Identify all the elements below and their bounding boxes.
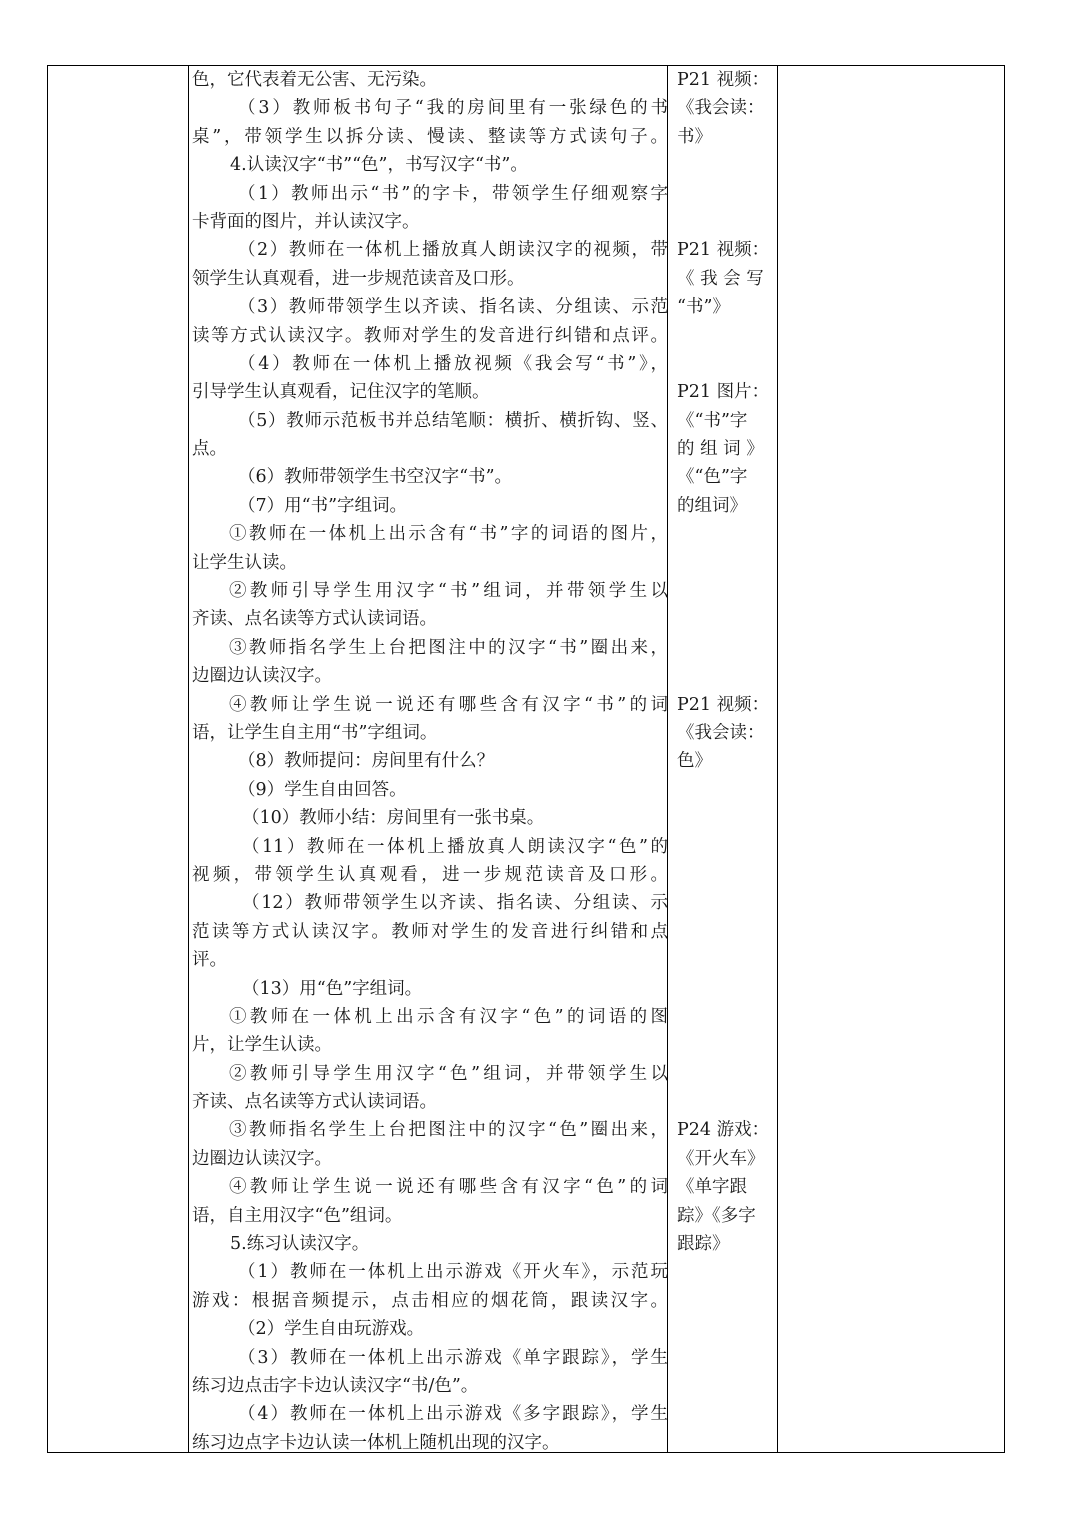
teaching-process-column xyxy=(192,66,668,1457)
resource-line xyxy=(677,833,769,861)
resource-line xyxy=(677,975,769,1003)
process-line: 评。 xyxy=(192,950,227,971)
process-line: 色，它代表着无公害、无污染。 xyxy=(192,70,437,90)
resource-line xyxy=(677,577,769,605)
process-line: ④教师让学生说一说还有哪些含有汉字“书”的词 xyxy=(229,694,668,715)
process-line: 领学生认真观看，进一步规范读音及口形。 xyxy=(192,268,525,289)
resource-line xyxy=(677,918,769,946)
process-line: 范读等方式认读汉字。教师对学生的发音进行纠错和点 xyxy=(192,921,668,942)
resource-line: P21 视频： xyxy=(677,70,770,90)
process-line: 读等方式认读汉字。教师对学生的发音进行纠错和点评。 xyxy=(192,325,668,346)
process-line: （7）用“书”字组词。 xyxy=(238,495,408,516)
process-line: （5）教师示范板书并总结笔顺：横折、横折钩、竖、 xyxy=(238,410,668,431)
process-line: （3）教师在一体机上出示游戏《单字跟踪》，学生 xyxy=(238,1347,668,1368)
process-line: 4.认读汉字“书”“色”，书写汉字“书”。 xyxy=(230,155,528,176)
process-line: ②教师引导学生用汉字“书”组词，并带领学生以 xyxy=(229,581,668,602)
process-line: 桌”，带领学生以拆分读、慢读、整读等方式读句子。 xyxy=(192,126,668,147)
resource-line: 跟踪》 xyxy=(677,1234,730,1255)
process-line: ②教师引导学生用汉字“色”组词，并带领学生以 xyxy=(229,1063,668,1084)
process-line: 练习边点击字卡边认读汉字“书/色”。 xyxy=(192,1375,479,1396)
process-line: （4）教师在一体机上播放视频《我会写“书”》， xyxy=(238,353,668,374)
resource-line: 《开火车》 xyxy=(677,1148,765,1169)
resource-line: 《我会读： xyxy=(677,722,765,743)
process-line: ③教师指名学生上台把图注中的汉字“色”圈出来， xyxy=(229,1120,668,1141)
resource-line xyxy=(677,662,769,690)
resource-line xyxy=(677,151,769,179)
resource-line xyxy=(677,634,769,662)
process-line: 齐读、点名读等方式认读词语。 xyxy=(192,1092,437,1113)
process-line: （11）教师在一体机上播放真人朗读汉字“色”的 xyxy=(242,836,668,857)
resource-line: P21 视频： xyxy=(677,694,770,715)
process-line: 游戏：根据音频提示，点击相应的烟花筒，跟读汉字。 xyxy=(192,1290,668,1311)
resource-line xyxy=(677,1088,769,1116)
resource-line: 《单字跟 xyxy=(677,1177,747,1198)
resource-line xyxy=(677,889,769,917)
process-line: 卡背面的图片，并认读汉字。 xyxy=(192,211,420,232)
process-line: 5.练习认读汉字。 xyxy=(230,1234,370,1255)
resource-line xyxy=(677,605,769,633)
resource-line xyxy=(677,520,769,548)
resource-line xyxy=(677,861,769,889)
resource-line: P21 视频： xyxy=(677,240,770,261)
resource-line xyxy=(677,776,769,804)
process-line: （10）教师小结：房间里有一张书桌。 xyxy=(242,808,545,829)
resource-line xyxy=(677,322,769,350)
process-line: ①教师在一体机上出示含有“书”字的词语的图片， xyxy=(229,524,668,545)
process-line: （8）教师提问：房间里有什么？ xyxy=(238,751,495,772)
resource-line: “书”》 xyxy=(677,297,730,318)
process-line: 练习边点字卡边认读一体机上随机出现的汉字。 xyxy=(192,1432,560,1453)
process-line: （1）教师出示“书”的字卡，带领学生仔细观察字 xyxy=(238,183,668,204)
process-line: 齐读、点名读等方式认读词语。 xyxy=(192,609,437,630)
resource-line: P24 游戏： xyxy=(677,1120,770,1141)
resource-line: 《 我 会 写 xyxy=(677,268,764,289)
process-line: 语，让学生自主用“书”字组词。 xyxy=(192,722,438,743)
process-line: 语，自主用汉字“色”组词。 xyxy=(192,1205,403,1226)
resource-line: 《“色”字 xyxy=(677,467,748,488)
process-line: 让学生认读。 xyxy=(192,552,297,573)
resource-line: 《我会读： xyxy=(677,98,765,119)
process-line: 视频，带领学生认真观看，进一步规范读音及口形。 xyxy=(192,864,668,885)
resource-line xyxy=(677,1003,769,1031)
resource-line: 书》 xyxy=(677,126,712,147)
resource-line: P21 图片： xyxy=(677,382,770,403)
process-line: 片，让学生认读。 xyxy=(192,1035,332,1056)
process-line: ①教师在一体机上出示含有汉字“色”的词语的图 xyxy=(229,1006,668,1027)
resource-line xyxy=(677,350,769,378)
resource-line xyxy=(677,549,769,577)
process-line: 点。 xyxy=(192,439,227,460)
process-line: （2）学生自由玩游戏。 xyxy=(238,1319,425,1340)
process-line: （12）教师带领学生以齐读、指名读、分组读、示 xyxy=(242,893,668,914)
resource-line xyxy=(677,208,769,236)
resource-line xyxy=(677,804,769,832)
resource-line xyxy=(677,1060,769,1088)
resource-line: 的 组 词 》 xyxy=(677,439,764,460)
resource-line: 《“书”字 xyxy=(677,410,748,431)
resource-line: 的组词》 xyxy=(677,495,747,516)
resource-line xyxy=(677,1031,769,1059)
process-line: （4）教师在一体机上出示游戏《多字跟踪》，学生 xyxy=(238,1404,668,1425)
resource-line xyxy=(677,180,769,208)
process-line: （3）教师带领学生以齐读、指名读、分组读、示范 xyxy=(238,297,668,318)
lesson-table xyxy=(47,65,1005,1453)
resources-column xyxy=(677,66,769,1258)
resource-line: 色》 xyxy=(677,751,712,772)
resource-line: 踪》《多字 xyxy=(677,1205,756,1226)
process-line: 边圈边认读汉字。 xyxy=(192,666,332,687)
process-line: （13）用“色”字组词。 xyxy=(242,978,423,999)
process-line: 引导学生认真观看，记住汉字的笔顺。 xyxy=(192,382,490,403)
column-divider-3 xyxy=(777,66,778,1452)
column-divider-1 xyxy=(188,66,189,1452)
process-line: （3）教师板书句子“我的房间里有一张绿色的书 xyxy=(238,98,668,119)
process-line: ④教师让学生说一说还有哪些含有汉字“色”的词 xyxy=(229,1177,668,1198)
process-line: （2）教师在一体机上播放真人朗读汉字的视频，带 xyxy=(238,240,668,261)
process-line: （1）教师在一体机上出示游戏《开火车》，示范玩 xyxy=(238,1262,668,1283)
process-line: ③教师指名学生上台把图注中的汉字“书”圈出来， xyxy=(229,637,668,658)
process-line: （6）教师带领学生书空汉字“书”。 xyxy=(238,467,513,488)
process-line: （9）学生自由回答。 xyxy=(238,779,407,800)
resource-line xyxy=(677,946,769,974)
process-line: 边圈边认读汉字。 xyxy=(192,1148,332,1169)
